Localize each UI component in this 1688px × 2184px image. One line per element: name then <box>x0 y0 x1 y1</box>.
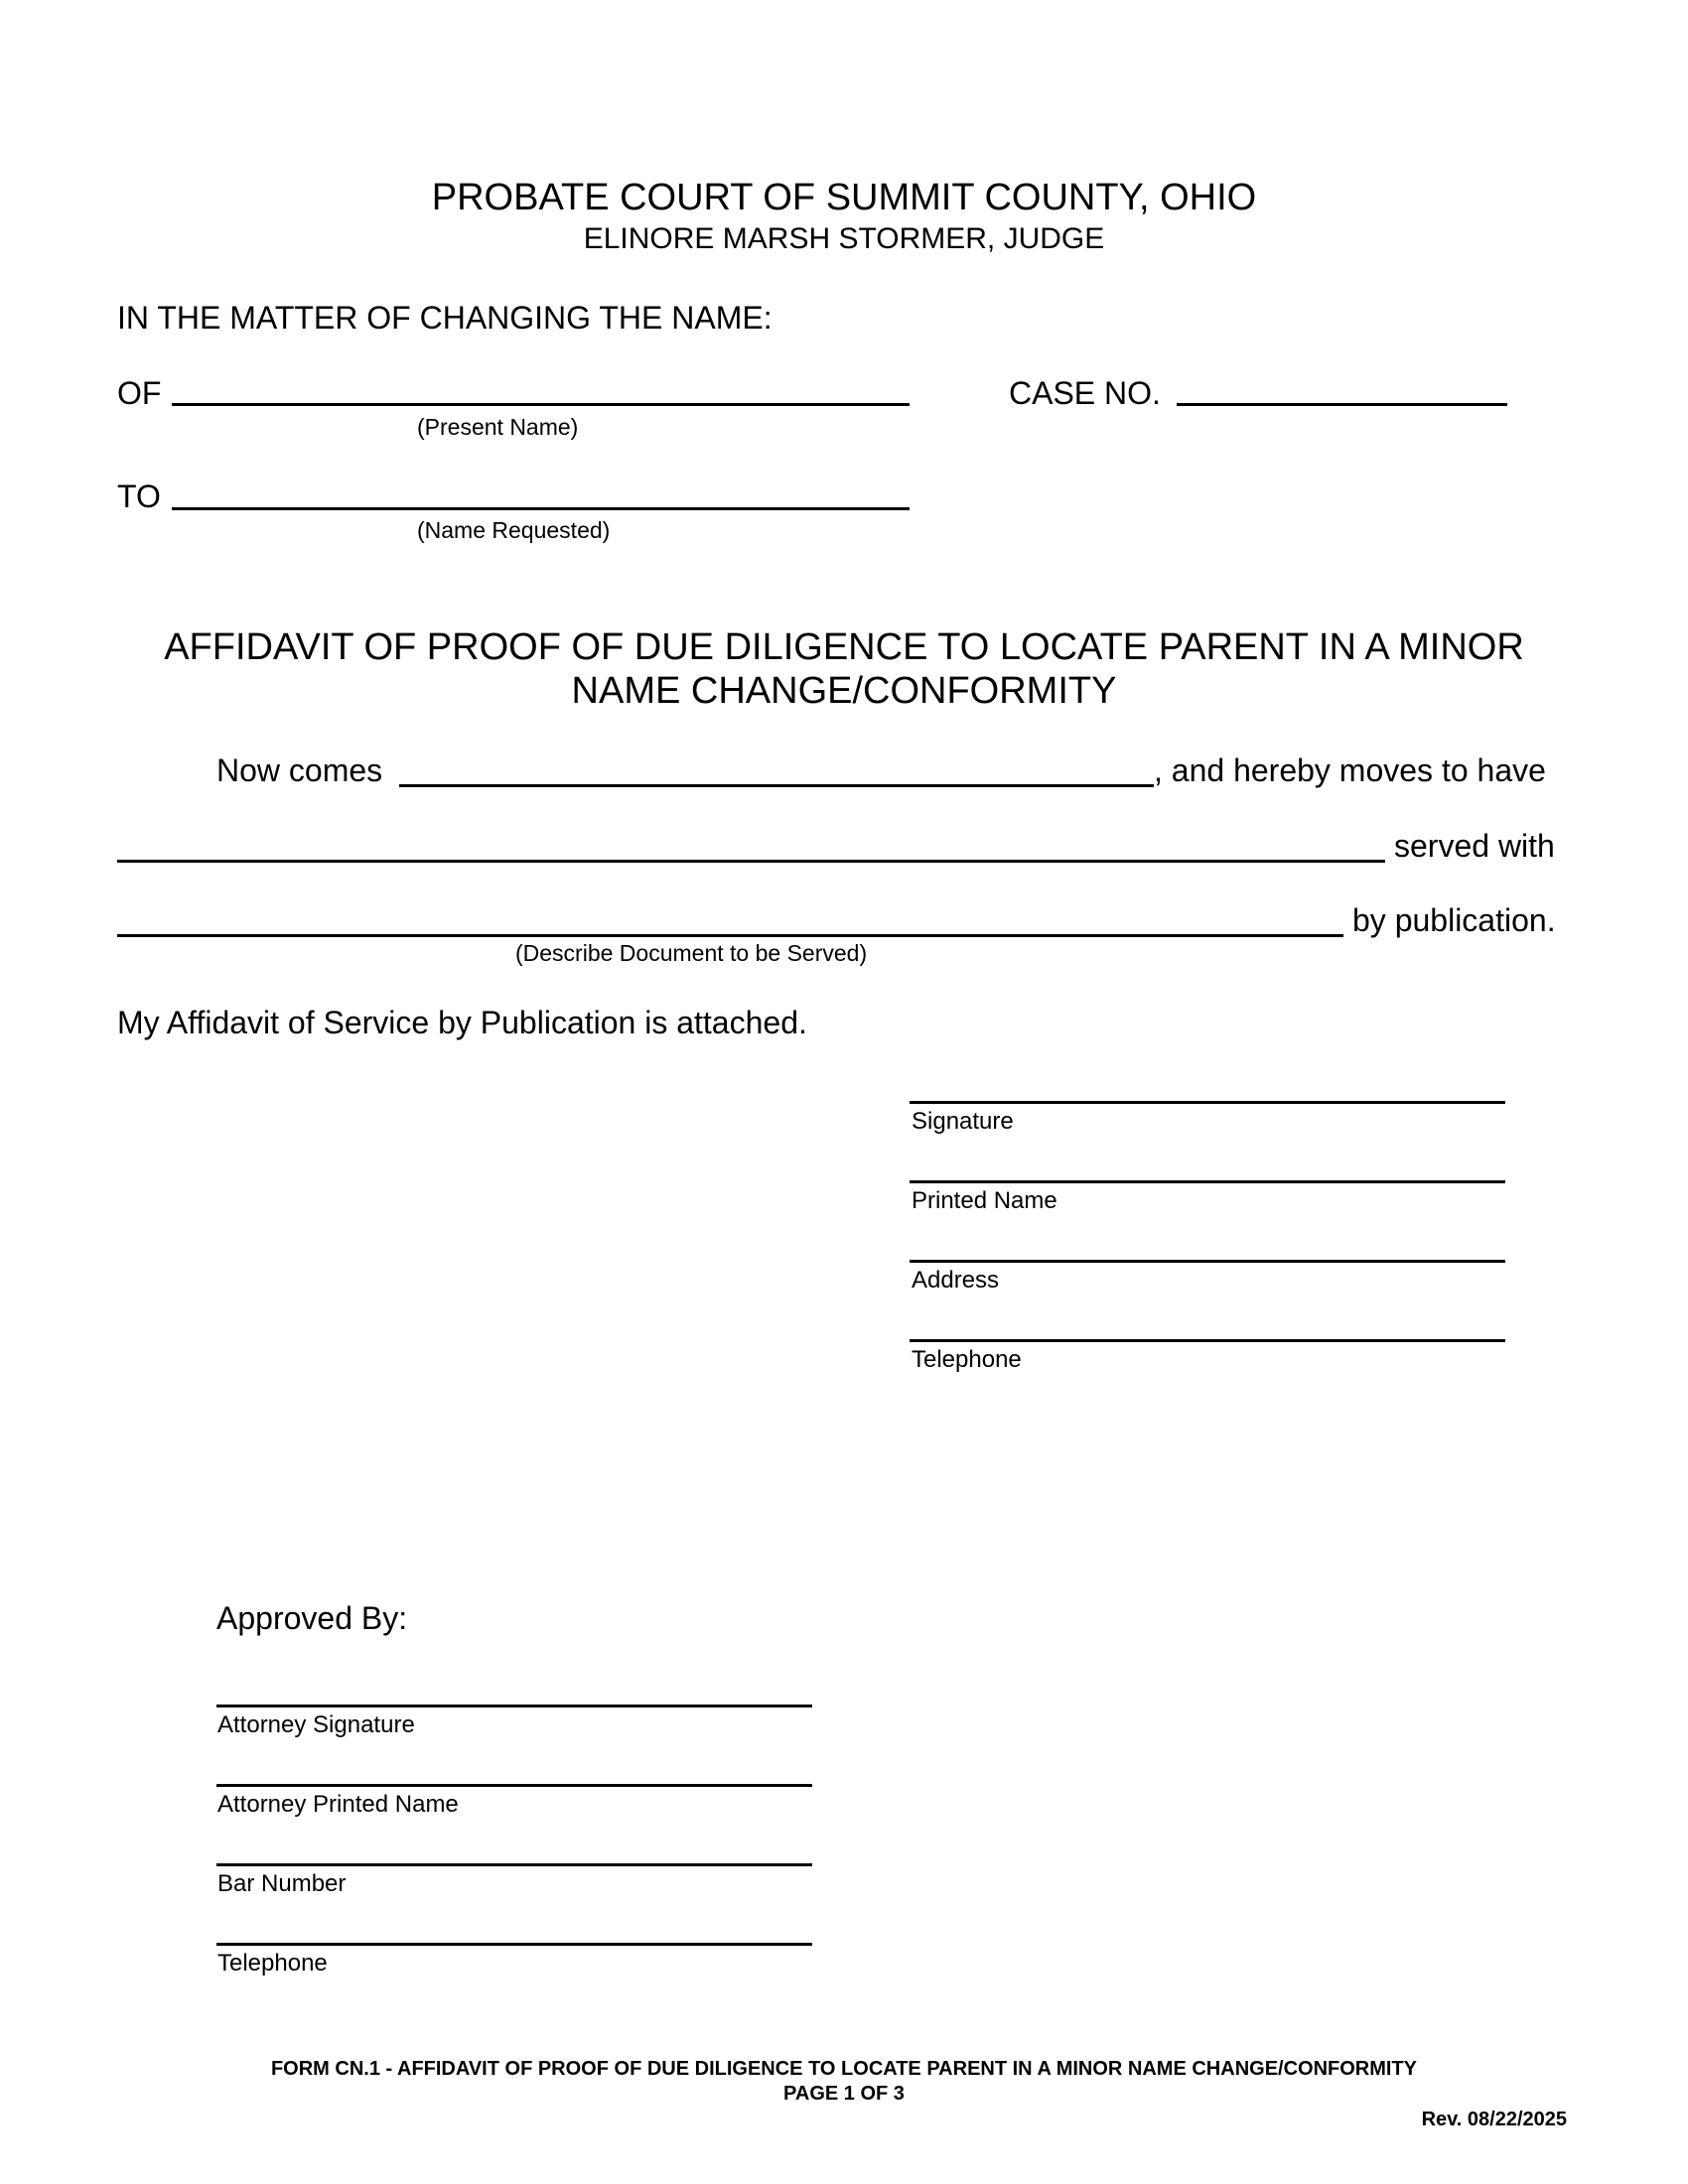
court-title: PROBATE COURT OF SUMMIT COUNTY, OHIO <box>431 177 1257 218</box>
requested-name-field[interactable] <box>172 507 910 510</box>
affidavit-title-line2: NAME CHANGE/CONFORMITY <box>571 670 1117 712</box>
attorney-signature-field[interactable] <box>216 1705 812 1707</box>
telephone-field[interactable] <box>910 1339 1505 1342</box>
judge-name: ELINORE MARSH STORMER, JUDGE <box>583 222 1105 255</box>
signature-label: Signature <box>912 1108 1014 1135</box>
now-comes-text: Now comes <box>216 752 383 788</box>
affidavit-attached-text: My Affidavit of Service by Publication is attached. <box>117 1005 807 1040</box>
affidavit-title-line1: AFFIDAVIT OF PROOF OF DUE DILIGENCE TO LOCATE PARENT IN A MINOR <box>164 626 1524 668</box>
address-label: Address <box>912 1267 1000 1294</box>
printed-name-label: Printed Name <box>912 1187 1057 1214</box>
attorney-telephone-field[interactable] <box>216 1943 812 1946</box>
to-label: TO <box>117 478 161 514</box>
movant-name-field[interactable] <box>399 784 1154 787</box>
present-name-hint: (Present Name) <box>417 414 579 440</box>
matter-heading: IN THE MATTER OF CHANGING THE NAME: <box>117 300 773 336</box>
signature-field[interactable] <box>910 1101 1505 1104</box>
attorney-signature-label: Attorney Signature <box>217 1711 415 1738</box>
moves-text: , and hereby moves to have <box>1154 752 1546 788</box>
address-field[interactable] <box>910 1260 1505 1263</box>
case-no-label: CASE NO. <box>1009 375 1161 411</box>
of-label: OF <box>117 375 162 411</box>
case-number-field[interactable] <box>1177 403 1507 406</box>
page-number: PAGE 1 OF 3 <box>783 2083 905 2105</box>
requested-name-hint: (Name Requested) <box>417 517 611 543</box>
form-footer: FORM CN.1 - AFFIDAVIT OF PROOF OF DUE DILIGENCE TO LOCATE PARENT IN A MINOR NAME CHANGE/CONFORMITY <box>270 2058 1418 2080</box>
attorney-telephone-label: Telephone <box>217 1950 328 1977</box>
document-served-field[interactable] <box>117 934 1343 937</box>
bar-number-label: Bar Number <box>217 1870 347 1897</box>
by-publication-text: by publication. <box>1352 902 1556 938</box>
revision-date: Rev. 08/22/2025 <box>1421 2109 1567 2130</box>
approved-by-heading: Approved By: <box>216 1600 408 1636</box>
bar-number-field[interactable] <box>216 1863 812 1866</box>
present-name-field[interactable] <box>172 403 910 406</box>
party-served-field[interactable] <box>117 860 1385 863</box>
telephone-label: Telephone <box>912 1346 1022 1373</box>
attorney-printed-name-field[interactable] <box>216 1784 812 1787</box>
attorney-printed-name-label: Attorney Printed Name <box>217 1791 459 1818</box>
served-with-text: served with <box>1394 828 1555 864</box>
document-served-hint: (Describe Document to be Served) <box>515 940 868 966</box>
printed-name-field[interactable] <box>910 1180 1505 1183</box>
